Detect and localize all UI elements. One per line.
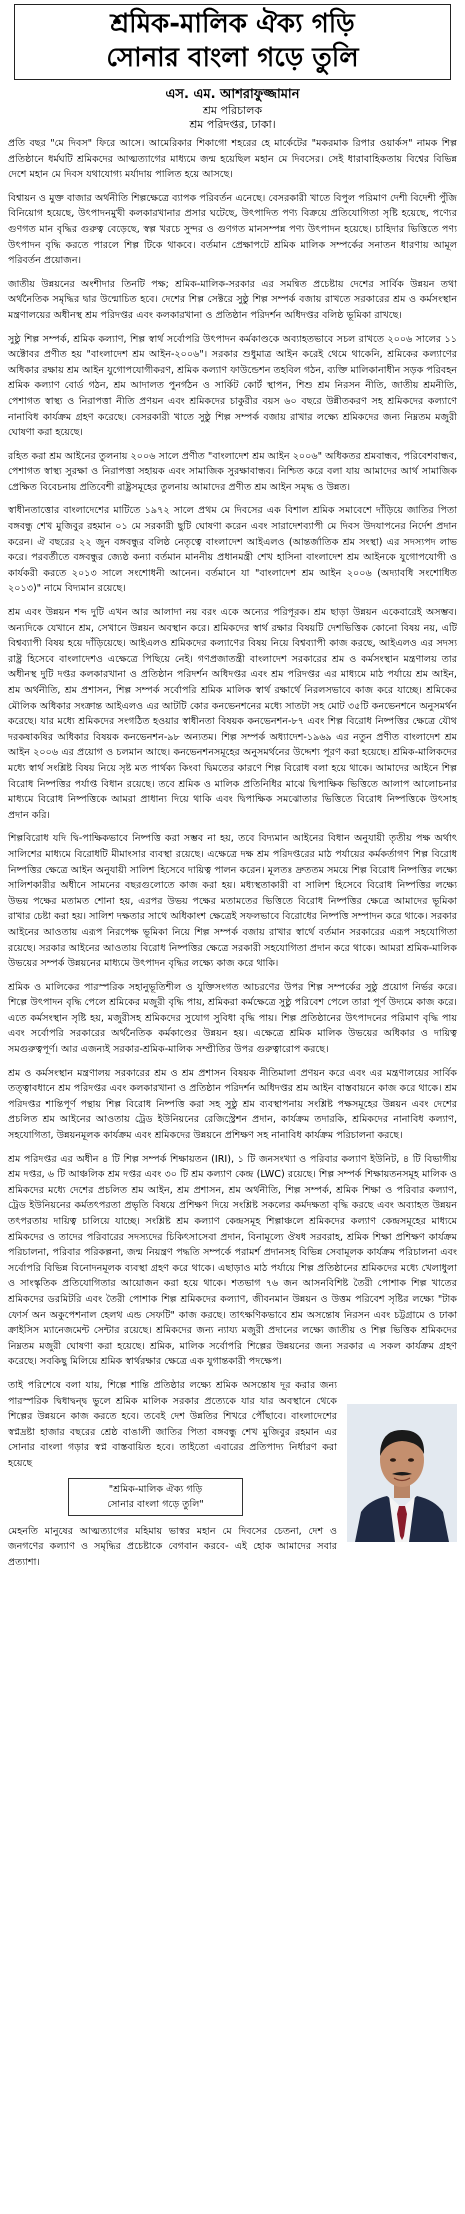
article-paragraph: রহিত করা শ্রম আইনের তুলনায় ২০০৬ সালে প্রণীত "বাংলাদেশ শ্রম আইন ২০০৬" অধিকতর শ্রমবান্ধব, পরিবেশবান্ধব, পেশাগত স্বাস্থ্য সুরক্ষা ও নিরাপত্তা সহায়ক এবং সামাজিক সুরক্ষাবান্ধব। নিশ্চিত করে বলা যায় আমাদের আর্থ সামাজিক প্রেক্ষিত বিবেচনায় প্রতিবেশী রাষ্ট্রসমূহের তুলনায় আমাদের প্রণীত শ্রম আইন সমৃদ্ধ ও উন্নত।: [8, 450, 457, 493]
article-paragraph: সুষ্ঠু শিল্প সম্পর্ক, শ্রমিক কল্যাণ, শিল্প স্বার্থ সর্বোপরি উৎপাদন কর্মকাণ্ডকে অব্যাহতভাবে সচল রাখতে ২০০৬ সালের ১১ অক্টোবর প্রণীত হয় "বাংলাদেশ শ্রম আইন-২০০৬"। সরকার শুধুমাত্র আইন করেই থেমে থাকেনি, শ্রমিকের কল্যাণের অধিকার রক্ষায় শ্রম আইন যুগোপযোগীকরণ, শ্রমিক কল্যাণ ফাউন্ডেশন তহবিল গঠন, ব্যক্তি মালিকানাধীন সড়ক পরিবহন শ্রমিক কল্যাণ বোর্ড গঠন, শ্রম আদালত পুনর্গঠন ও সার্কিট কোর্ট স্থাপন, শিশু শ্রম নিরসন নীতি, জাতীয় শ্রমনীতি, পেশাগত স্বাস্থ্য ও নিরাপত্তা নীতি প্রণয়ন এবং শ্রমিকদের চাকুরীর বয়স ৬০ বছরে উন্নীতকরণ সহ শ্রমিকদের কল্যাণে নানাবিধ কার্যক্রম গ্রহণ করেছে। বেসরকারী খাতে সুষ্ঠু শিল্প সম্পর্ক বজায় রাখার লক্ষ্যে শ্রমিকদের জন্য নিম্নতম মজুরী ঘোষণা করা হয়েছে।: [8, 333, 457, 439]
article-paragraph: শ্রমিক ও মালিকের পারস্পরিক সহানুভূতিশীল ও যুক্তিসংগত আচরণের উপর শিল্প সম্পর্কের সুষ্ঠু প্রয়োগ নির্ভর করে। শিল্পে উৎপাদন বৃদ্ধি পেলে শ্রমিকের মজুরী বৃদ্ধি পায়, শ্রমিকরা কর্মক্ষেত্রে সুষ্ঠু পরিবেশ পেলে তারা পূর্ণ উদ্যমে কাজ করে। এতে কর্মসংস্থান সৃষ্টি হয়, মজুরীসহ শ্রমিকদের সুযোগ সুবিধা বৃদ্ধি পায়। শিল্প প্রতিষ্ঠানের উৎপাদনের পরিমাণ বৃদ্ধি পায় এবং সর্বোপরি সরকারের অর্থনৈতিক কর্মকাণ্ডের উন্নয়ন হয়। এক্ষেত্রে শ্রমিক মালিক উভয়ের অধিকার ও দায়িত্ব সমগুরুত্বপূর্ণ। আর এজন্যই সরকার-শ্রমিক-মালিক সম্প্রীতির উপর গুরুত্বারোপ করছে।: [8, 981, 457, 1056]
article-paragraph: প্রতি বছর "মে দিবস" ফিরে আসে। আমেরিকার শিকাগো শহরের হে মার্কেটের "মকরমাক রিপার ওয়ার্কস" নামক শিল্প প্রতিষ্ঠানে ধর্মঘটি শ্রমিকদের আত্মত্যাগের মাধ্যমে জন্ম হয়েছিল মহান মে দিবসের। সেই ধারাবাহিকতায় বিশ্বের বিভিন্ন দেশে মহান মে দিবস যথাযোগ্য মর্যাদায় পালিত হয়ে আসছে।: [8, 138, 457, 181]
author-photo: [347, 1404, 457, 1542]
author-block: [8, 86, 457, 132]
theme-quote-line-1: "শ্রমিক-মালিক ঐক্য গড়ি: [108, 1483, 203, 1495]
closing-section: [8, 1378, 457, 1570]
headline-line-1: শ্রমিক-মালিক ঐক্য গড়ি: [110, 9, 355, 39]
article-paragraph: জাতীয় উন্নয়নের অংশীদার তিনটি পক্ষ; শ্রমিক-মালিক-সরকার এর সমন্বিত প্রচেষ্টায় দেশের সার্বিক উন্নয়ন তথা অর্থনৈতিক সমৃদ্ধির দ্বার উন্মোচিত হবে। দেশের শিল্প সেক্টরে সুষ্ঠু শিল্প সম্পর্ক বজায় রাখতে সরকারের শ্রম ও কর্মসংস্থান মন্ত্রণালয়ের অধীনস্থ শ্রম পরিদপ্তর এবং কলকারখানা ও প্রতিষ্ঠান পরিদর্শন অধিদপ্তর বলিষ্ঠ ভূমিকা রাখছে।: [8, 278, 457, 321]
author-role: শ্রম পরিচালক: [202, 104, 263, 117]
article-paragraph: শ্রম এবং উন্নয়ন শব্দ দুটি এখন আর আলাদা নয় বরং একে অন্যের পরিপূরক। শ্রম ছাড়া উন্নয়ন একেবারেই অসম্ভব। অন্যদিকে যেখানে শ্রম, সেখানে উন্নয়ন অবস্থান করে। শ্রমিকদের স্বার্থ রক্ষার বিষয়টি দেশভিত্তিক কোনো বিষয় নয়, এটি বিশ্বব্যাপী বিষয় হয়ে দাঁড়িয়েছে। আইএলও শ্রমিকদের কল্যাণের বিষয় নিয়ে বিশ্বব্যাপী কাজ করছে, আইএলও এর সদস্য রাষ্ট্র হিসেবে বাংলাদেশও এক্ষেত্রে পিছিয়ে নেই। গণপ্রজাতন্ত্রী বাংলাদেশ সরকারের শ্রম ও কর্মসংস্থান মন্ত্রণালয় তার অধীনস্থ দুটি দপ্তর কলকারখানা ও প্রতিষ্ঠান পরিদর্শন অধিদপ্তর এবং শ্রম পরিদপ্তর এর মাধ্যমে মাঠ পর্যায়ে শ্রম আইন, শ্রম অর্থনীতি, শ্রম প্রশাসন, শিল্প সম্পর্ক সর্বোপরি শ্রমিক মালিক স্বার্থ রক্ষার্থে নিরলসভাবে কাজ করে যাচ্ছে। শ্রমিকের মৌলিক অধিকার সংক্রান্ত আইএলও এর আটটি কোর কনভেনশনের মধ্যে সাতটা সহ মোট ৩৫টি কনভেনশনে অনুসমর্থন করেছে। যার মধ্যে শ্রমিকদের সংগঠিত হওয়ার স্বাধীনতা বিষয়ক কনভেনশন-৮৭ এবং শিল্প বিরোধ নিষ্পত্তির ক্ষেত্রে যৌথ দরকষাকষির অধিকার বিষয়ক কনভেনশন-৯৮ অন্যতম। শিল্প সম্পর্ক অধ্যাদেশ-১৯৬৯ এর নতুন প্রণীত বাংলাদেশ শ্রম আইন ২০০৬ এর প্রয়োগ ও চলমান আছে। কনভেনশনসমূহের অনুসমর্থনের উদ্দেশ্য পূরণ করা হয়েছে। শ্রমিক-মালিকদের মধ্যে স্বার্থ সংশ্লিষ্ট বিষয় নিয়ে সৃষ্ট মত পার্থক্য কিংবা দ্বিমতের কারণে শিল্প বিরোধ বলা হয়ে থাকে। আমাদের আইনে শিল্প বিরোধ নিষ্পত্তির পর্যাপ্ত বিধান রয়েছে। তবে শ্রমিক ও মালিক প্রতিনিধির মাঝে দ্বিপাক্ষিক ভিত্তিতে আলাপ আলোচনার মাধ্যমে বিরোধ নিষ্পত্তিকে আমরা প্রাধান্য দিয়ে থাকি এবং দ্বিপাক্ষিক সমঝোতার ভিত্তিতে বিরোধ নিষ্পত্তিকে উৎসাহ প্রদান করি।: [8, 607, 457, 821]
article-paragraph: বিশ্বায়ন ও মুক্ত বাজার অর্থনীতি শিল্পক্ষেত্রে ব্যাপক পরিবর্তন এনেছে। বেসরকারী খাতে বিপুল পরিমাণ দেশী বিদেশী পুঁজি বিনিয়োগ হয়েছে, উৎপাদনমুখী কলকারখানার প্রসার ঘটেছে, উৎপাদিত পণ্য বিক্রয়ে প্রতিযোগিতা সৃষ্টি হয়েছে, পণ্যের গুণগত মান বৃদ্ধির গুরুত্ব বেড়েছে, স্বল্প খরচে সুন্দর ও গুণগত মানসম্পন্ন পণ্য উৎপাদন হয়েছে। চাহিদার ভিত্তিতে পণ্য উৎপাদন বৃদ্ধি করতে পারলে শিল্প টিকে থাকবে। বর্তমান প্রেক্ষাপটে শ্রমিক মালিক সম্পর্কের সনাতন ধারণায় আমূল পরিবর্তন প্রয়োজন।: [8, 192, 457, 267]
article-paragraph: শ্রম ও কর্মসংস্থান মন্ত্রণালয় সরকারের শ্রম ও শ্রম প্রশাসন বিষয়ক নীতিমালা প্রণয়ন করে এবং এর মন্ত্রণালয়ের সার্বিক তত্ত্বাবধানে শ্রম পরিদপ্তর এবং কলকারখানা ও প্রতিষ্ঠান পরিদর্শন অধিদপ্তর শ্রম আইন বাস্তবায়নে কাজ করে থাকে। শ্রম পরিদপ্তর শান্তিপূর্ণ পন্থায় শিল্প বিরোধ নিষ্পত্তি করা সহ সুষ্ঠু শ্রম ব্যবস্থাপনায় সংশ্লিষ্ট পক্ষসমূহের উন্নয়ন এবং দেশের প্রচলিত শ্রম আইনের আওতায় ট্রেড ইউনিয়নের রেজিস্ট্রেশন প্রদান, কার্যক্রম তদারকি, শ্রমিকদের নানাবিধ কল্যাণ, সহযোগিতা, উন্নয়নমূলক কার্যক্রম এবং শ্রমিকদের উন্নয়নে প্রশিক্ষণ সহ নানাবিধ কার্যক্রম পরিচালনা করছে।: [8, 1067, 457, 1142]
final-paragraph: মেহনতি মানুষের আত্মত্যাগের মহিমায় ভাস্বর মহান মে দিবসের চেতনা, দেশ ও জনগণের কল্যাণ ও সমৃদ্ধির প্রচেষ্টাকে বেগবান করবে- এই হোক আমাদের সবার প্রত্যাশা।: [8, 1525, 337, 1568]
article-paragraph: শ্রম পরিদপ্তর এর অধীন ৪ টি শিল্প সম্পর্ক শিক্ষায়তন (IRI), ১ টি জনসংখ্যা ও পরিবার কল্যাণ ইউনিট, ৪ টি বিভাগীয় শ্রম দপ্তর, ৬ টি আঞ্চলিক শ্রম দপ্তর এবং ৩০ টি শ্রম কল্যাণ কেন্দ্র (LWC) রয়েছে। শিল্প সম্পর্ক শিক্ষায়তনসমূহ মালিক ও শ্রমিকদের মধ্যে দেশের প্রচলিত শ্রম আইন, শ্রম প্রশাসন, শ্রম অর্থনীতি, শিল্প সম্পর্ক, শ্রমিক শিক্ষা ও পরিবার কল্যাণ, ট্রেড ইউনিয়নের কর্মতৎপরতা প্রভৃতি বিষয়ে প্রশিক্ষণ দিয়ে সংশ্লিষ্ট সকলের কর্মদক্ষতা বৃদ্ধি করছে এবং অব্যাহত উন্নয়ন তৎপরতায় দায়িত্ব চালিয়ে যাচ্ছে। সংশ্লিষ্ট শ্রম কল্যাণ কেন্দ্রসমূহ শিল্পাঞ্চলে শ্রমিকদের কল্যাণ কেন্দ্রসমূহের মাধ্যমে শ্রমিকদের ও তাদের পরিবারের সদস্যদের চিকিৎসাসেবা প্রদান, বিনামূল্যে ঔষধ সরবরাহ, শ্রমিক শিক্ষা প্রশিক্ষণ কার্যক্রম পরিচালনা, পরিবার পরিকল্পনা, জন্ম নিয়ন্ত্রণ পদ্ধতি সম্পর্কে পরামর্শ প্রদানসহ বিভিন্ন সেবামূলক কার্যক্রম পরিচালনা এবং সর্বোপরি বিভিন্ন বিনোদনমূলক ব্যবস্থা গ্রহণ করে থাকে। এছাড়াও মাঠ পর্যায়ে শিল্প প্রতিষ্ঠানের শ্রমিকদের মধ্যে খেলাধুলা ও সাংস্কৃতিক প্রতিযোগিতার আয়োজন করা হয়ে থাকে। শতভাগ ৭৬ জন আসনবিশিষ্ট তৈরী পোশাক শিল্প খাতের শ্রমিকদের ডরমিটরি এবং তৈরী পোশাক শিল্প শ্রমিকদের কল্যাণ, জীবনমান উন্নয়ন ও উত্তম পরিবেশ সৃষ্টির লক্ষ্যে "টাক ফোর্স অন অকুপেশনাল হেলথ এন্ড সেফটি" কাজ করছে। তাৎক্ষণিকভাবে শ্রম অসন্তোষ নিরসন এবং চট্টগ্রামে ও ঢাকা ক্রাইসিস ম্যানেজমেন্ট সেন্টার রয়েছে। শ্রমিকদের জন্য ন্যায্য মজুরী প্রদানের লক্ষ্যে জাতীয় ও শিল্প ভিত্তিক শ্রমিকদের নিম্নতম মজুরী ঘোষণা করা হয়েছে। শ্রমিক, মালিক সর্বোপরি শিল্পের উন্নয়নের জন্য সরকার এ সকল কার্যক্রম গ্রহণ করেছে। সবকিছু মিলিয়ে শ্রমিক স্বার্থরক্ষার ক্ষেত্রে এক যুগান্তকারী পদক্ষেপ।: [8, 1153, 457, 1368]
article-body: [8, 136, 457, 1570]
author-name: এস. এম. আশরাফুজ্জামান: [165, 87, 300, 102]
article-paragraph: স্বাধীনতাত্তোর বাংলাদেশের মাটিতে ১৯৭২ সালে প্রথম মে দিবসের এক বিশাল শ্রমিক সমাবেশে দাঁড়িয়ে জাতির পিতা বঙ্গবন্ধু শেখ মুজিবুর রহমান ০১ মে সরকারী ছুটি ঘোষণা করেন এবং সারাদেশব্যাপী মে দিবস উদযাপনের নির্দেশ প্রদান করেন। ঐ বছরের ২২ জুন বঙ্গবন্ধুর বলিষ্ঠ নেতৃত্বে বাংলাদেশ আইএলও (আন্তর্জাতিক শ্রম সংস্থা) এর সদস্যপদ লাভ করে। পরবর্তীতে বঙ্গবন্ধুর জ্যেষ্ঠ কন্যা বর্তমান মাননীয় প্রধানমন্ত্রী শেখ হাসিনা বাংলাদেশ শ্রম আইনকে যুগোপযোগী ও কার্যকরী করতে ২০১৩ সালে সংশোধনী আনেন। বর্তমানে যা "বাংলাদেশ শ্রম আইন ২০০৬ (অদ্যাবধি সংশোধিত ২০১৩)" নামে বিদ্যমান রয়েছে।: [8, 505, 457, 595]
headline-box: [14, 4, 451, 80]
theme-quote-line-2: সোনার বাংলা গড়ে তুলি": [107, 1498, 204, 1510]
theme-quote-box: [68, 1478, 243, 1516]
headline-line-2: সোনার বাংলা গড়ে তুলি: [106, 43, 359, 73]
closing-paragraph: তাই পরিশেষে বলা যায়, শিল্পে শান্তি প্রতিষ্ঠার লক্ষ্যে শ্রমিক অসন্তোষ দূর করার জন্য পারস্পরিক দ্বিধাদ্বন্দ্ব ভুলে শ্রমিক মালিক সরকার প্রত্যেকে যার যার অবস্থানে থেকে শিল্পের উন্নয়নে কাজ করতে হবে। তবেই দেশ উন্নতির শিখরে পৌঁছাবে। বাংলাদেশের স্বপ্নদ্রষ্টা হাজার বছরের শ্রেষ্ঠ বাঙালী জাতির পিতা বঙ্গবন্ধু শেখ মুজিবুর রহমান এর সোনার বাংলা গড়ার স্বপ্ন বাস্তবায়িত হবে। তাইতো এবারের প্রতিপাদ্য নির্ধারণ করা হয়েছে: [8, 1379, 337, 1469]
author-office: শ্রম পরিদপ্তর, ঢাকা।: [189, 118, 276, 131]
article-paragraph: শিল্পবিরোধ যদি দ্বি-পাক্ষিকভাবে নিষ্পত্তি করা সম্ভব না হয়, তবে বিদ্যমান আইনের বিধান অনুযায়ী তৃতীয় পক্ষ অর্থাৎ সালিশের মাধ্যমে বিরোধটি মীমাংসার ব্যবস্থা রয়েছে। এক্ষেত্রে দক্ষ শ্রম পরিদপ্তরের মাঠ পর্যায়ের কর্মকর্তাগণ শিল্প বিরোধ নিষ্পত্তির ক্ষেত্রে আইন অনুযায়ী সালিশ হিসেবে দায়িত্ব পালন করেন। মূলতঃ দ্রুততম সময়ে শিল্প বিরোধ নিষ্পত্তির লক্ষ্যে সালিশকারীর অধীনে সামনের বছরগুলোতে কাজ করা হয়। মধ্যস্থতাকারী বা সালিশ হিসেবে বিরোধ নিষ্পত্তির লক্ষ্যে উভয় পক্ষের মতামত শোনা হয়, এরপর উভয় পক্ষের মতামতের ভিত্তিতে বিরোধ নিষ্পত্তির ক্ষেত্রে আমাদের ভূমিকা রাখার চেষ্টা করা হয়। সালিশ দক্ষতার সাথে অধিকাংশ ক্ষেত্রেই সফলভাবে বিরোধের নিষ্পত্তি সম্পাদন করে থাকে। সরকার আইনের আওতায় এরূপ নিরপেক্ষ ভূমিকা নিয়ে শিল্প সম্পর্ক বজায় রাখার স্বার্থে বর্তমান সরকারের এরূপ সহযোগিতা রয়েছে। সরকার আইনের আওতায় বিরোধ নিষ্পত্তির ক্ষেত্রে সরকারী সহযোগিতা প্রদান করে থাকে। আমরা শ্রমিক-মালিক উভয়ের সম্পর্ক উন্নয়নের মাধ্যমে উৎপাদন বৃদ্ধির লক্ষ্যে কাজ করে থাকি।: [8, 833, 457, 970]
author-portrait-image: [347, 1404, 457, 1542]
